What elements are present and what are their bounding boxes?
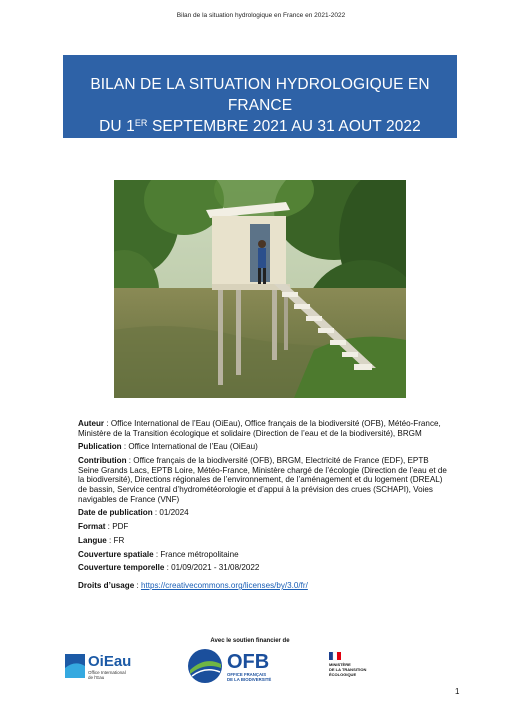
ministere-logo-line2: DE LA TRANSITION [329, 667, 367, 672]
meta-langue-value: FR [113, 535, 125, 545]
meta-droits: Droits d’usage : https://creativecommons.org/licenses/by/3.0/fr/ [78, 581, 308, 591]
oieau-logo [63, 646, 147, 686]
meta-couverture-temporelle-label: Couverture temporelle [78, 563, 165, 573]
meta-couverture-spatiale-label: Couverture spatiale [78, 549, 154, 559]
meta-auteur: Auteur : Office International de l’Eau (OiEau), Office français de la biodiversité (OFB), Météo-France, Ministère de la Transition écologique et solidaire (Direction de l’eau et de la biodiversité), BRGM [78, 419, 441, 438]
financial-support-text: Avec le soutien financier de [210, 638, 290, 644]
meta-format-value: PDF [112, 522, 129, 532]
page-number: 1 [455, 687, 460, 696]
meta-couverture-temporelle: Couverture temporelle : 01/09/2021 - 31/08/2022 [78, 563, 260, 573]
meta-langue: Langue : FR [78, 535, 125, 545]
ofb-logo [187, 646, 297, 686]
meta-date: Date de publication : 01/2024 [78, 508, 189, 518]
title-line-1: BILAN DE LA SITUATION HYDROLOGIQUE EN FRANCE [90, 76, 430, 114]
ministere-logo-line3: ÉCOLOGIQUE [329, 672, 357, 677]
meta-format-label: Format [78, 522, 106, 532]
oieau-logo-sub2: de l’Eau [88, 675, 105, 680]
meta-publication-value: Office International de l’Eau (OiEau) [128, 442, 258, 452]
oieau-logo-sub1: Office International [88, 670, 126, 675]
meta-publication-label: Publication [78, 442, 122, 452]
metadata-block [78, 419, 448, 595]
cover-photo [114, 180, 406, 398]
ofb-logo-sub2: DE LA BIODIVERSITÉ [227, 677, 272, 682]
oieau-logo-name: OiEau [88, 653, 132, 670]
meta-format: Format : PDF [78, 522, 129, 532]
meta-couverture-spatiale-value: France métropolitaine [160, 549, 239, 559]
ministere-logo [325, 650, 385, 684]
meta-publication: Publication : Office International de l’Eau (OiEau) [78, 442, 258, 452]
meta-auteur-value: Office International de l’Eau (OiEau), Office français de la biodiversité (OFB), Météo-France, Ministère de la Transition écologique et solidaire (Direction de l’eau et de la biodiversité), BRGM [78, 419, 441, 438]
meta-contribution-label: Contribution [78, 456, 127, 466]
ministere-logo-line1: MINISTÈRE [329, 662, 351, 667]
meta-couverture-temporelle-value: 01/09/2021 - 31/08/2022 [171, 563, 260, 573]
meta-droits-label: Droits d’usage [78, 581, 135, 591]
ofb-logo-name: OFB [227, 651, 270, 673]
license-link[interactable]: https://creativecommons.org/licenses/by/3.0/fr/ [140, 581, 308, 591]
meta-auteur-label: Auteur [78, 419, 105, 428]
ofb-logo-sub1: OFFICE FRANÇAIS [227, 672, 267, 677]
meta-date-value: 01/2024 [159, 508, 189, 518]
title-banner [63, 55, 457, 138]
meta-contribution-value: Office français de la biodiversité (OFB), BRGM, Electricité de France (EDF), EPTB Seine Grands Lacs, EPTB Loire, Météo-France, Ministère chargé de l’écologie (Direction de l’eau et de la biodiversité), Directions régionales de l’environnement, de l’aménagement et du logement (DREAL) de bassin, Service central d’hydrométéorologie et d’appui à la prévision des crues (SCHAPI), Voies navigables de France (VNF) [78, 456, 447, 504]
meta-date-label: Date de publication [78, 508, 153, 518]
meta-langue-label: Langue [78, 535, 107, 545]
title-line-2 [63, 116, 457, 137]
title-line-2-prefix: DU 1 [99, 118, 135, 135]
running-header: Bilan de la situation hydrologique en France en 2021-2022 [176, 12, 346, 19]
title-line-2-sup: ER [134, 118, 148, 128]
title-line-2-suffix: SEPTEMBRE 2021 AU 31 AOUT 2022 [147, 118, 421, 135]
meta-couverture-spatiale: Couverture spatiale : France métropolitaine [78, 549, 239, 559]
meta-contribution: Contribution : Office français de la biodiversité (OFB), BRGM, Electricité de France (EDF), EPTB Seine Grands Lacs, EPTB Loire, Météo-France, Ministère chargé de l’écologie (Direction de l’eau et de la biodiversité), Directions régionales de l’environnement, de l’aménagement et du logement (DREAL) de bassin, Service central d’hydrométéorologie et d’appui à la prévision des crues (SCHAPI), Voies navigables de France (VNF) [78, 456, 447, 504]
